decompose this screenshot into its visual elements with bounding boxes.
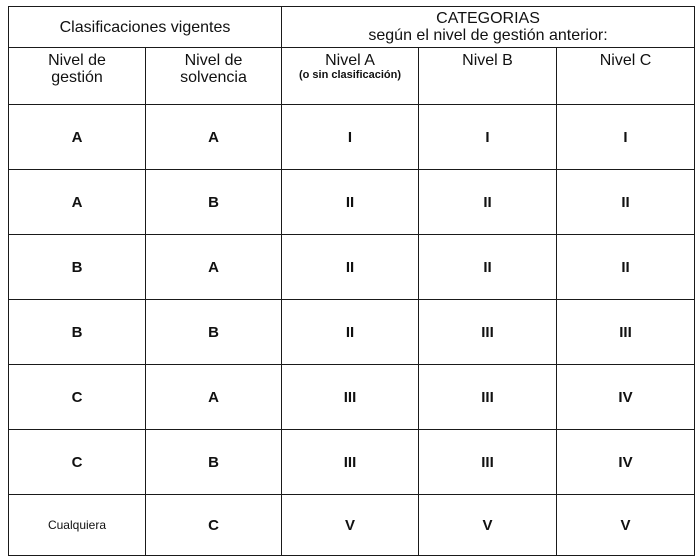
header-right-title-line1: CATEGORIAS	[436, 10, 540, 27]
cell-nivel-a: III	[282, 430, 419, 495]
cell-gestion: A	[9, 170, 146, 235]
cell-nivel-c: I	[557, 105, 695, 170]
header-nivel-solvencia	[146, 48, 282, 105]
cell-gestion: B	[9, 235, 146, 300]
cell-nivel-a: I	[282, 105, 419, 170]
cell-nivel-b: II	[419, 170, 557, 235]
table-row	[9, 235, 695, 300]
table-row	[9, 495, 695, 556]
table-row	[9, 430, 695, 495]
classification-table	[8, 6, 695, 556]
cell-solvencia: A	[146, 235, 282, 300]
header-categorias	[282, 7, 695, 48]
cell-nivel-c: III	[557, 300, 695, 365]
header-nivel-b	[419, 48, 557, 105]
header-nivel-gestion-line2: gestión	[51, 69, 103, 86]
cell-nivel-a: II	[282, 170, 419, 235]
cell-solvencia: A	[146, 105, 282, 170]
cell-solvencia: B	[146, 170, 282, 235]
cell-nivel-b: V	[419, 495, 557, 556]
header-nivel-c	[557, 48, 695, 105]
cell-nivel-c: IV	[557, 365, 695, 430]
table-row	[9, 365, 695, 430]
header-left-title: Clasificaciones vigentes	[59, 18, 231, 36]
header-row-sub	[9, 48, 695, 105]
cell-solvencia: B	[146, 300, 282, 365]
header-nivel-solvencia-line1: Nivel de	[184, 52, 243, 69]
header-row-top	[9, 7, 695, 48]
cell-gestion: Cualquiera	[9, 495, 146, 556]
cell-nivel-b: III	[419, 430, 557, 495]
cell-nivel-c: II	[557, 170, 695, 235]
header-nivel-c-label: Nivel C	[599, 52, 652, 69]
cell-nivel-a: III	[282, 365, 419, 430]
cell-gestion: C	[9, 365, 146, 430]
header-nivel-b-label: Nivel B	[462, 52, 513, 69]
cell-nivel-c: V	[557, 495, 695, 556]
table-row	[9, 300, 695, 365]
header-nivel-a-note: (o sin clasificación)	[298, 69, 402, 81]
header-clasificaciones-vigentes	[9, 7, 282, 48]
cell-gestion: C	[9, 430, 146, 495]
cell-gestion: B	[9, 300, 146, 365]
cell-gestion: A	[9, 105, 146, 170]
cell-nivel-a: II	[282, 300, 419, 365]
header-nivel-a-label: Nivel A	[325, 52, 375, 69]
cell-nivel-c: IV	[557, 430, 695, 495]
cell-nivel-b: III	[419, 365, 557, 430]
table-row	[9, 170, 695, 235]
table-row	[9, 105, 695, 170]
header-nivel-a	[282, 48, 419, 105]
cell-nivel-b: III	[419, 300, 557, 365]
cell-nivel-a: II	[282, 235, 419, 300]
header-right-title-line2: según el nivel de gestión anterior:	[368, 27, 608, 44]
header-nivel-solvencia-line2: solvencia	[180, 69, 247, 86]
cell-solvencia: C	[146, 495, 282, 556]
cell-nivel-c: II	[557, 235, 695, 300]
cell-solvencia: B	[146, 430, 282, 495]
cell-nivel-b: I	[419, 105, 557, 170]
header-nivel-gestion-line1: Nivel de	[48, 52, 106, 69]
header-nivel-gestion	[9, 48, 146, 105]
cell-nivel-b: II	[419, 235, 557, 300]
cell-solvencia: A	[146, 365, 282, 430]
cell-nivel-a: V	[282, 495, 419, 556]
